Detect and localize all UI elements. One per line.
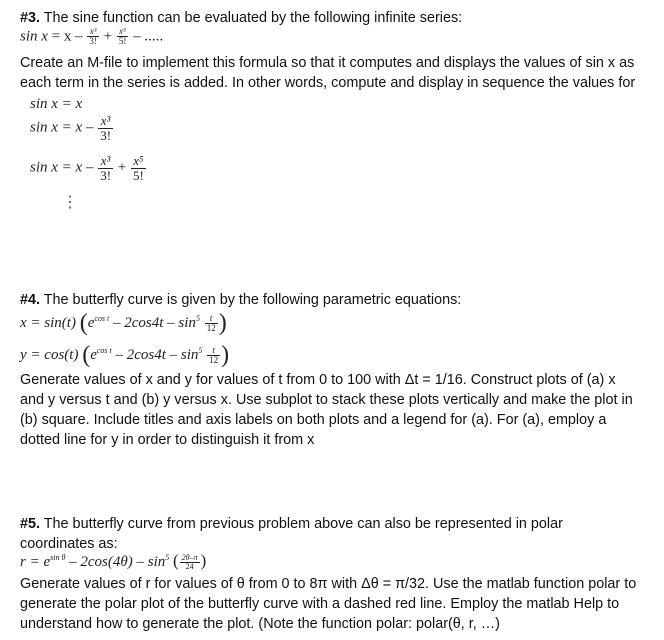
problem-5-line-1: Generate values of r for values of θ from 0 to 8π with Δθ = π/32. Use the matlab function polar to (20, 576, 637, 592)
sine-series-formula: sin x = x – $\frac{\text{x³}}{3!}$ + $\frac{\text{x⁵}}{5!}$ – ..... (20, 26, 164, 47)
problem-5-intro-line-1 (20, 514, 563, 534)
t-over-12 (205, 314, 218, 334)
power: 5 (195, 314, 200, 323)
problem-4-title: #4. (20, 292, 41, 308)
t-over-12 (207, 346, 220, 366)
frac-num: x³ (87, 27, 99, 37)
frac-num: t (205, 314, 218, 324)
frac-den: 5! (133, 167, 144, 183)
problem-3-intro (20, 8, 462, 28)
y-eq-lhs: y = cos(t) (20, 347, 79, 363)
e-base: e (87, 315, 95, 331)
term-x3-over-3 (98, 114, 113, 142)
power: 5 (165, 553, 170, 562)
problem-4-line-4: dotted line for y in order to distinguish it from x (20, 432, 315, 448)
exponent: cos t (96, 346, 112, 355)
problem-4-line-1: Generate values of x and y for values of t from 0 to 100 with Δt = 1/16. Construct plots of (a) x (20, 372, 616, 388)
partial-sum-3: sin x = x – $\frac{\text{x³}}{3!}$ + $\frac{\text{x⁵}}{5!}$ (30, 153, 144, 183)
frac-den: 12 (206, 323, 216, 334)
frac-num: x³ (98, 154, 113, 169)
term-x5-over-5 (131, 154, 146, 182)
partial-sum-2 (30, 114, 114, 142)
series-term-x5-over-5 (117, 27, 129, 47)
frac-den: 24 (185, 562, 194, 572)
eq-lhs: sin x (30, 119, 58, 136)
problem-5-line-3: understand how to generate the plot. (Note the function polar: polar(θ, r, …) (20, 616, 500, 632)
problem-4-line-2: and y versus t and (b) y versus x. Use subplot to stack these plots vertically and make the plot in (20, 392, 633, 408)
series-ellipsis: – ..... (133, 28, 164, 45)
frac-num: x⁵ (131, 154, 146, 169)
x-eq-mid: – 2cos4t – sin (113, 315, 196, 331)
x-equation: x = sin(t) ($e^{cos t} - 2\cos 4t - \sin^5$ $\frac{t}{12}$ ) (20, 310, 227, 336)
y-eq-mid: – 2cos4t – sin (115, 347, 199, 363)
problem-5-intro-text: The butterfly curve from previous problem above can also be represented in polar (43, 516, 563, 532)
frac-den: 3! (100, 127, 112, 143)
problem-4-intro-text: The butterfly curve is given by the following parametric equations: (43, 292, 462, 308)
problem-3-desc-line-1: Create an M-file to implement this formula so that it computes and displays the values of sin x as (20, 55, 635, 71)
problem-3-title: #3. (20, 10, 41, 26)
eq-rhs: = x – (61, 119, 94, 136)
frac-num: x⁵ (117, 27, 129, 37)
y-equation: y = cos(t) ($e^{cos t} - 2\cos 4t - \sin^5$ $\frac{t}{12}$ ) (20, 342, 230, 368)
frac-num: t (207, 346, 220, 356)
problem-5-title: #5. (20, 516, 41, 532)
frac-den: 12 (209, 355, 219, 366)
series-rhs-start: = x – (51, 28, 83, 45)
problem-5-line-2: generate the polar plot of the butterfly curve with a dashed red line. Employ the matlab Help to (20, 596, 620, 612)
r-eq-mid: – 2cos(4θ) – sin (69, 554, 166, 570)
partial-sum-1 (30, 96, 82, 113)
problem-5-intro-line-2: coordinates as: (20, 536, 118, 552)
frac-den: 5! (118, 36, 127, 47)
eq-lhs: sin x (30, 96, 58, 112)
r-eq-lhs: r = e (20, 554, 51, 570)
eq-rhs: = x – (61, 159, 94, 176)
frac-num: x³ (98, 114, 113, 129)
frac-num: 2θ–π (181, 552, 198, 562)
exponent: sin θ (50, 553, 66, 562)
e-base: e (90, 347, 97, 363)
problem-4-line-3: (b) square. Include titles and axis labels on both plots and a legend for (a). For (a), employ a (20, 412, 607, 428)
x-eq-lhs: x = sin(t) (20, 315, 76, 331)
series-term-x3-over-3 (87, 27, 99, 47)
power: 5 (198, 346, 203, 355)
r-frac (180, 554, 200, 572)
problem-4-intro (20, 290, 461, 310)
vertical-ellipsis: ⋮ (62, 194, 78, 211)
series-lhs: sin x (20, 28, 48, 45)
exponent: cos t (94, 314, 110, 323)
frac-den: 3! (100, 167, 112, 183)
eq-lhs: sin x (30, 159, 58, 176)
term-x3-over-3 (98, 154, 113, 182)
frac-den: 3! (89, 36, 97, 47)
polar-equation: $r = e^{sin \theta} - 2\cos(4\theta) - \sin^5$ ( $\frac{2\theta-\pi}{24}$ ) (20, 551, 207, 572)
problem-3-intro-text: The sine function can be evaluated by the following infinite series: (43, 10, 463, 26)
problem-3-desc-line-2: each term in the series is added. In other words, compute and display in sequence the values for (20, 75, 636, 91)
eq-rhs: = x (61, 96, 83, 112)
